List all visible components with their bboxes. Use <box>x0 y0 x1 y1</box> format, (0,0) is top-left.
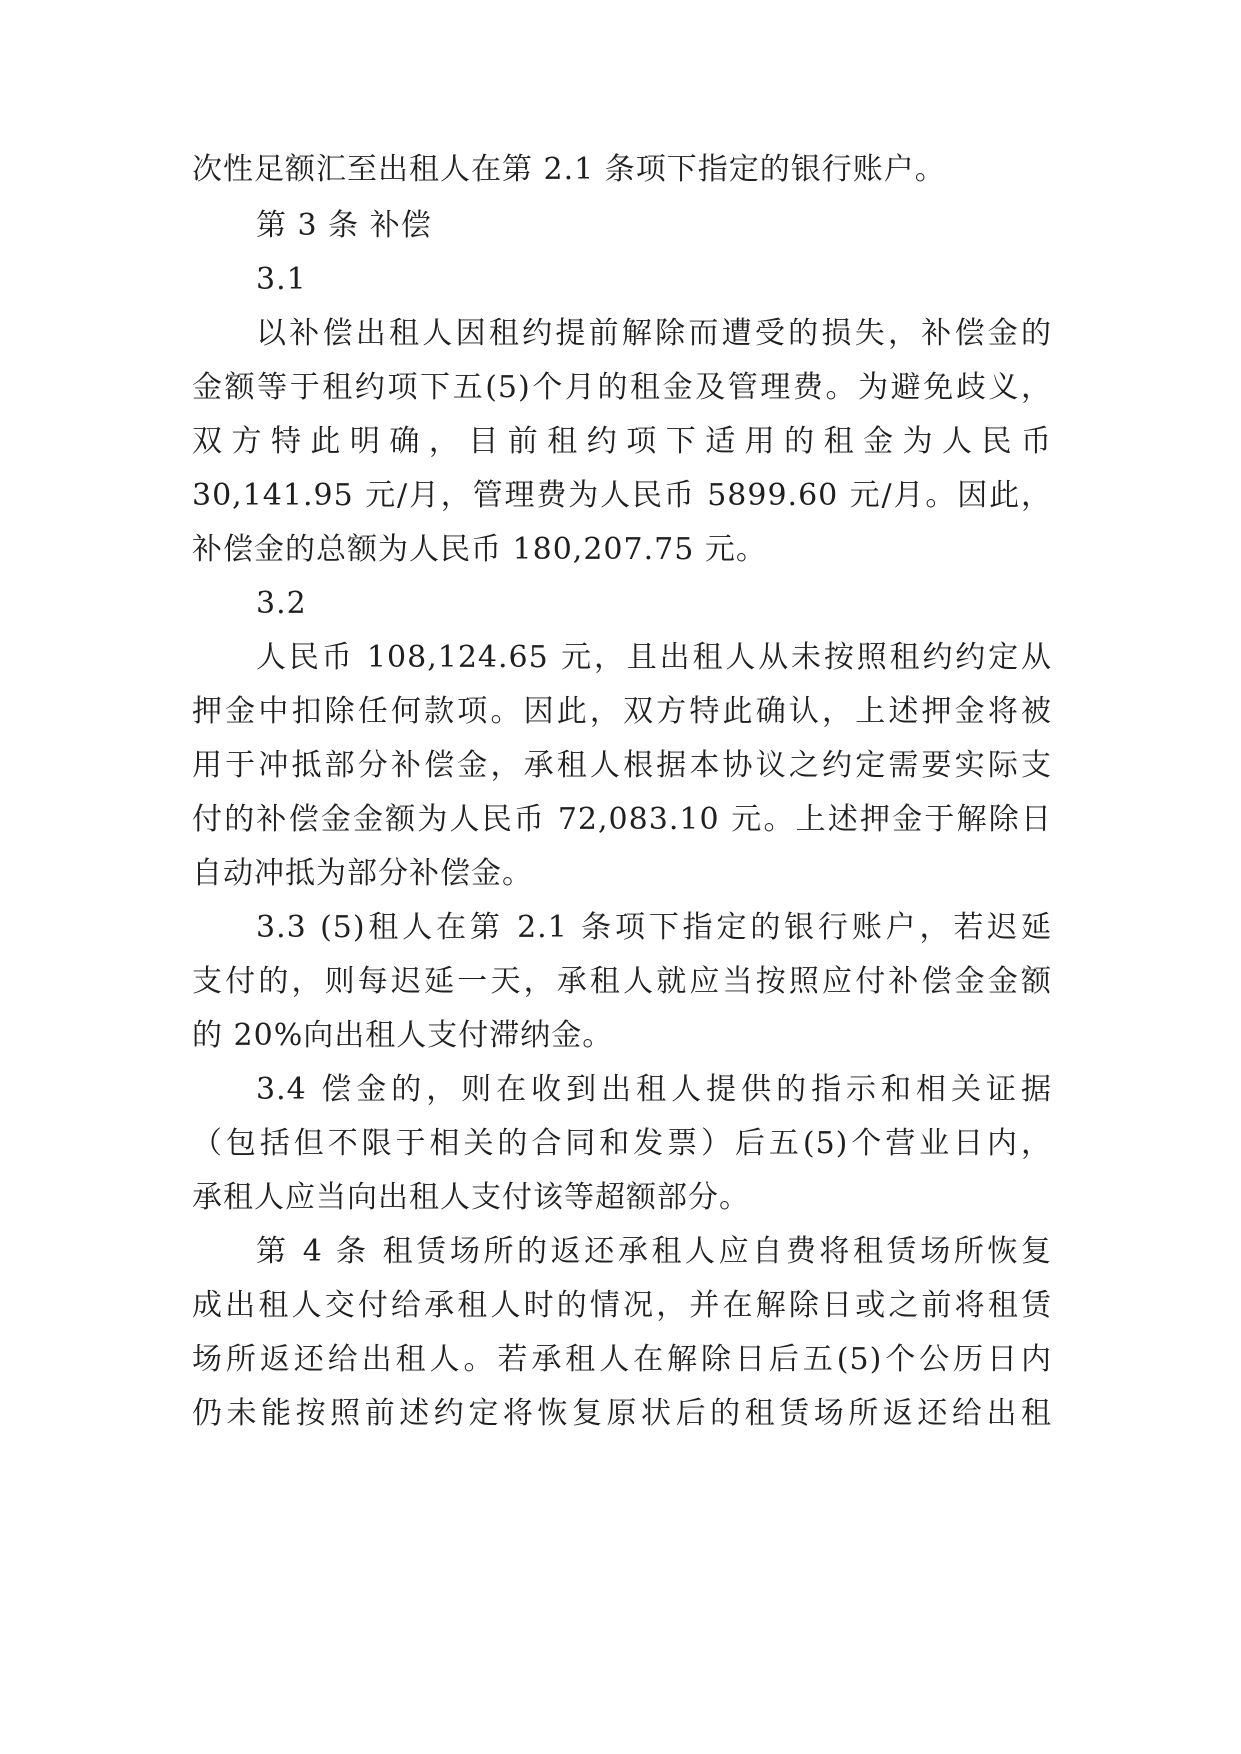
clause-3-2-line-4: 付的补偿金金额为人民币 72,083.10 元。上述押金于解除日 <box>192 802 1052 837</box>
clause-3-4-line-3: 承租人应当向出租人支付该等超额部分。 <box>192 1180 750 1215</box>
clause-3-1-line-3: 双方特此明确，目前租约项下适用的租金为人民币 <box>192 424 1052 459</box>
section-4-line-3: 场所返还给出租人。若承租人在解除日后五(5)个公历日内 <box>192 1342 1052 1377</box>
clause-3-1-line-2: 金额等于租约项下五(5)个月的租金及管理费。为避免歧义， <box>192 370 1052 405</box>
section-3-heading: 第 3 条 补偿 <box>256 208 432 243</box>
clause-3-4-line-1: 3.4 偿金的，则在收到出租人提供的指示和相关证据 <box>256 1072 1052 1107</box>
clause-3-2-number: 3.2 <box>256 586 307 621</box>
section-4-line-2: 成出租人交付给承租人时的情况，并在解除日或之前将租赁 <box>192 1288 1052 1323</box>
text-line-1: 次性足额汇至出租人在第 2.1 条项下指定的银行账户。 <box>192 152 946 187</box>
clause-3-1-number: 3.1 <box>256 262 307 297</box>
clause-3-2-line-1: 人民币 108,124.65 元，且出租人从未按照租约约定从 <box>256 640 1052 675</box>
clause-3-2-line-3: 用于冲抵部分补偿金，承租人根据本协议之约定需要实际支 <box>192 748 1052 783</box>
clause-3-2-line-2: 押金中扣除任何款项。因此，双方特此确认，上述押金将被 <box>192 694 1052 729</box>
clause-3-1-line-4: 30,141.95 元/月，管理费为人民币 5899.60 元/月。因此， <box>192 478 1052 513</box>
clause-3-3-line-1: 3.3 (5)租人在第 2.1 条项下指定的银行账户，若迟延 <box>256 910 1052 945</box>
clause-3-1-line-5: 补偿金的总额为人民币 180,207.75 元。 <box>192 532 767 567</box>
section-4-line-4: 仍未能按照前述约定将恢复原状后的租赁场所返还给出租 <box>192 1396 1052 1431</box>
clause-3-4-line-2: （包括但不限于相关的合同和发票）后五(5)个营业日内， <box>192 1126 1052 1161</box>
clause-3-3-line-2: 支付的，则每迟延一天，承租人就应当按照应付补偿金金额 <box>192 964 1052 999</box>
section-4-line-1: 第 4 条 租赁场所的返还承租人应自费将租赁场所恢复 <box>256 1234 1052 1269</box>
clause-3-1-line-1: 以补偿出租人因租约提前解除而遭受的损失，补偿金的 <box>256 316 1052 351</box>
clause-3-2-line-5: 自动冲抵为部分补偿金。 <box>192 856 533 891</box>
clause-3-3-line-3: 的 20%向出租人支付滞纳金。 <box>192 1018 614 1053</box>
